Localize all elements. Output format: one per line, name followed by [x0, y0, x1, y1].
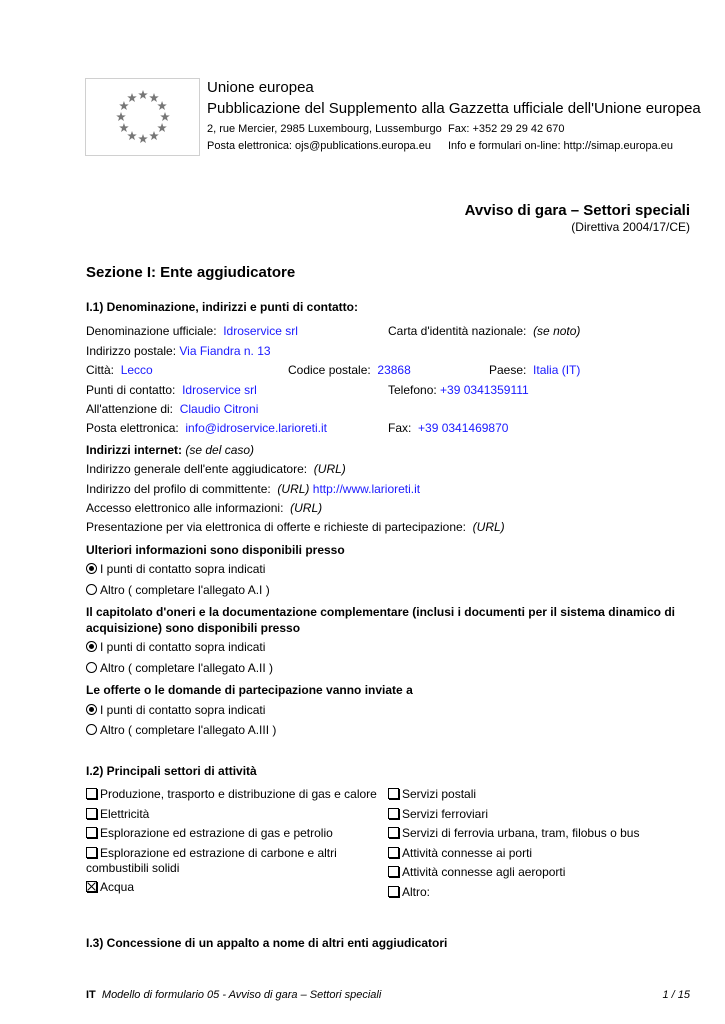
header-publication: Pubblicazione del Supplemento alla Gazzetta ufficiale dell'Unione europea — [207, 100, 701, 117]
postcode-label: Codice postale: — [288, 363, 371, 377]
postcode-value: 23868 — [377, 363, 411, 377]
city-value: Lecco — [120, 363, 153, 377]
electronic-submission-row — [86, 520, 505, 534]
id-card-row — [388, 324, 580, 338]
tenders-option-1[interactable] — [86, 703, 265, 717]
checkbox-icon[interactable] — [388, 827, 399, 838]
specs-title-line2: acquisizione) sono disponibili presso — [86, 621, 301, 635]
email-label: Posta elettronica: — [86, 421, 179, 435]
country-value: Italia (IT) — [533, 363, 581, 377]
buyer-profile-row — [86, 482, 420, 496]
star-icon — [138, 134, 148, 143]
activity-checkbox[interactable] — [388, 807, 488, 821]
city-label: Città: — [86, 363, 115, 377]
activity-checkbox[interactable] — [86, 787, 377, 801]
electronic-access-row — [86, 501, 322, 515]
i3-title: I.3) Concessione di un appalto a nome di altri enti aggiudicatori — [86, 936, 448, 950]
email-value[interactable]: info@idroservice.larioreti.it — [185, 421, 327, 435]
general-address-row — [86, 462, 346, 476]
star-icon — [116, 112, 126, 121]
checkbox-icon[interactable] — [86, 847, 97, 858]
buyer-profile-url-label: (URL) — [277, 482, 310, 496]
specs-option-1[interactable] — [86, 640, 265, 654]
header-fax: Fax: +352 29 29 42 670 — [448, 123, 565, 135]
contact-point-row — [86, 383, 257, 397]
email-row — [86, 421, 327, 435]
further-info-option-1-label: I punti di contatto sopra indicati — [100, 562, 266, 576]
i2-title: I.2) Principali settori di attività — [86, 764, 257, 778]
checkbox-icon[interactable] — [388, 808, 399, 819]
postcode-row — [288, 363, 411, 377]
header-email: Posta elettronica: ojs@publications.europa.eu — [207, 140, 431, 152]
contact-point-label: Punti di contatto: — [86, 383, 176, 397]
internet-note: (se del caso) — [185, 443, 255, 457]
attention-value: Claudio Citroni — [179, 402, 259, 416]
star-icon — [149, 93, 159, 102]
star-icon — [160, 112, 170, 121]
tenders-option-2-label: Altro ( completare l'allegato A.III ) — [100, 723, 277, 737]
header-org: Unione europea — [207, 79, 314, 96]
notice-directive: (Direttiva 2004/17/CE) — [571, 220, 690, 234]
activity-label: Attività connesse ai porti — [402, 846, 533, 860]
official-name-row — [86, 324, 298, 338]
activity-checkbox[interactable] — [86, 846, 337, 860]
section-title: Sezione I: Ente aggiudicatore — [86, 264, 296, 281]
activity-label: Altro: — [402, 885, 431, 899]
radio-selected-icon[interactable] — [86, 641, 97, 652]
checkbox-icon[interactable] — [388, 866, 399, 877]
electronic-access-value: (URL) — [290, 501, 323, 515]
activity-checkbox[interactable] — [388, 885, 430, 899]
header-address: 2, rue Mercier, 2985 Luxembourg, Lussemburgo — [207, 123, 442, 135]
radio-icon[interactable] — [86, 724, 97, 735]
star-icon — [157, 101, 167, 110]
specs-option-1-label: I punti di contatto sopra indicati — [100, 640, 266, 654]
activity-label: Acqua — [100, 880, 135, 894]
eu-flag-icon — [86, 79, 199, 155]
notice-title: Avviso di gara – Settori speciali — [464, 202, 690, 219]
postal-address-row — [86, 344, 271, 358]
attention-row — [86, 402, 258, 416]
electronic-access-label: Accesso elettronico alle informazioni: — [86, 501, 284, 515]
specs-title-line1: Il capitolato d'oneri e la documentazione complementare (inclusi i documenti per il sistema dinamico di — [86, 605, 675, 619]
radio-selected-icon[interactable] — [86, 704, 97, 715]
activity-label: Elettricità — [100, 807, 150, 821]
checkbox-checked-icon[interactable] — [86, 881, 97, 892]
fax-value: +39 0341469870 — [418, 421, 509, 435]
activity-label: Esplorazione ed estrazione di gas e petrolio — [100, 826, 333, 840]
activity-checkbox[interactable] — [388, 787, 476, 801]
checkbox-icon[interactable] — [86, 827, 97, 838]
eu-logo — [85, 78, 200, 156]
further-info-option-2-label: Altro ( completare l'allegato A.I ) — [100, 583, 270, 597]
checkbox-icon[interactable] — [388, 886, 399, 897]
general-address-label: Indirizzo generale dell'ente aggiudicatore: — [86, 462, 308, 476]
internet-label: Indirizzi internet: — [86, 443, 182, 457]
checkbox-icon[interactable] — [86, 788, 97, 799]
city-row — [86, 363, 153, 377]
official-name-value: Idroservice srl — [223, 324, 298, 338]
activity-checkbox[interactable] — [86, 807, 149, 821]
postal-address-label: Indirizzo postale: — [86, 344, 177, 358]
footer — [86, 989, 381, 1001]
footer-lang: IT — [86, 989, 96, 1001]
activity-label: Esplorazione ed estrazione di carbone e altri — [100, 846, 337, 860]
page-number: 1 / 15 — [662, 989, 690, 1001]
star-icon — [119, 123, 129, 132]
further-info-option-2[interactable] — [86, 583, 270, 597]
postal-address-value: Via Fiandra n. 13 — [179, 344, 271, 358]
country-row — [489, 363, 580, 377]
activity-checkbox[interactable] — [388, 846, 532, 860]
further-info-option-1[interactable] — [86, 562, 265, 576]
further-info-title: Ulteriori informazioni sono disponibili presso — [86, 543, 345, 557]
activity-checkbox[interactable] — [388, 865, 565, 879]
general-address-value: (URL) — [313, 462, 346, 476]
checkbox-icon[interactable] — [388, 788, 399, 799]
star-icon — [127, 93, 137, 102]
activity-checkbox[interactable] — [388, 826, 639, 840]
phone-label: Telefono: — [388, 383, 437, 397]
star-icon — [138, 90, 148, 99]
header-info: Info e formulari on-line: http://simap.europa.eu — [448, 140, 674, 152]
activity-label: Servizi ferroviari — [402, 807, 489, 821]
phone-value: +39 0341359111 — [440, 383, 529, 397]
checkbox-icon[interactable] — [388, 847, 399, 858]
id-card-label: Carta d'identità nazionale: — [388, 324, 527, 338]
specs-option-2[interactable] — [86, 661, 273, 675]
activity-label: Servizi postali — [402, 787, 477, 801]
activity-label: Produzione, trasporto e distribuzione di gas e calore — [100, 787, 377, 801]
star-icon — [119, 101, 129, 110]
star-icon — [149, 131, 159, 140]
footer-form: Modello di formulario 05 - Avviso di gara – Settori speciali — [101, 989, 382, 1001]
tenders-title: Le offerte o le domande di partecipazione vanno inviate a — [86, 683, 413, 697]
activity-label-continuation: combustibili solidi — [86, 861, 180, 875]
activity-label: Attività connesse agli aeroporti — [402, 865, 566, 879]
checkbox-icon[interactable] — [86, 808, 97, 819]
star-icon — [127, 131, 137, 140]
buyer-profile-link[interactable]: http://www.larioreti.it — [312, 482, 421, 496]
activity-label: Servizi di ferrovia urbana, tram, filobus o bus — [402, 826, 640, 840]
contact-point-value: Idroservice srl — [182, 383, 257, 397]
electronic-submission-label: Presentazione per via elettronica di offerte e richieste di partecipazione: — [86, 520, 466, 534]
fax-label: Fax: — [388, 421, 412, 435]
internet-row — [86, 443, 254, 457]
tenders-option-1-label: I punti di contatto sopra indicati — [100, 703, 266, 717]
radio-selected-icon[interactable] — [86, 563, 97, 574]
specs-option-2-label: Altro ( completare l'allegato A.II ) — [100, 661, 274, 675]
phone-row — [388, 383, 529, 397]
id-card-value: (se noto) — [533, 324, 581, 338]
activity-checkbox[interactable] — [86, 880, 134, 894]
activity-checkbox[interactable] — [86, 826, 333, 840]
radio-icon[interactable] — [86, 662, 97, 673]
attention-label: All'attenzione di: — [86, 402, 174, 416]
tenders-option-2[interactable] — [86, 723, 276, 737]
official-name-label: Denominazione ufficiale: — [86, 324, 217, 338]
star-icon — [157, 123, 167, 132]
fax-row — [388, 421, 508, 435]
electronic-submission-value: (URL) — [472, 520, 505, 534]
i1-title: I.1) Denominazione, indirizzi e punti di contatto: — [86, 300, 358, 314]
country-label: Paese: — [489, 363, 527, 377]
radio-icon[interactable] — [86, 584, 97, 595]
buyer-profile-label: Indirizzo del profilo di committente: — [86, 482, 271, 496]
